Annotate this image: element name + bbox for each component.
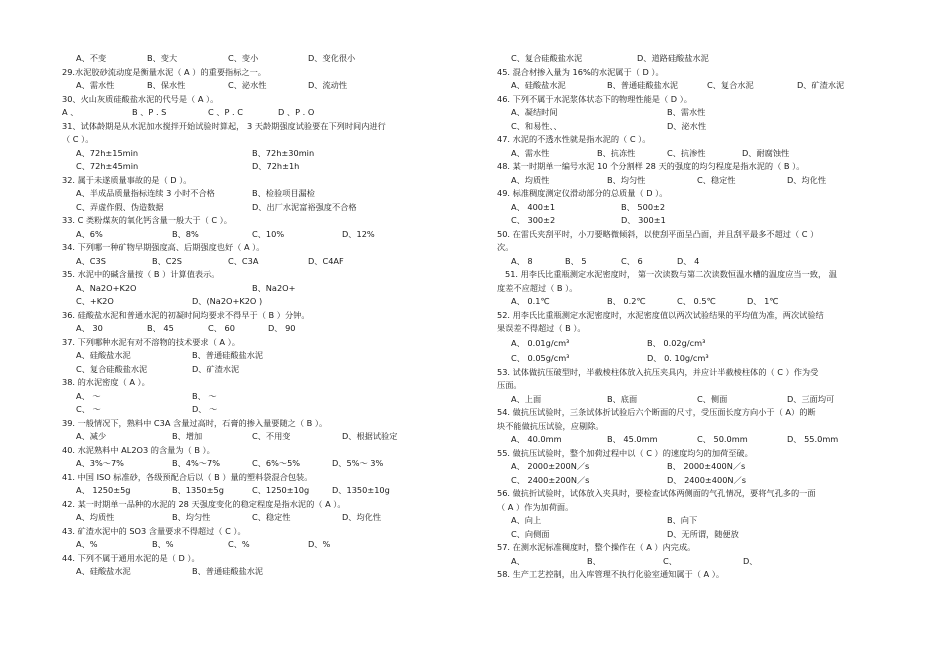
option-text: D、矿渣水泥 — [797, 80, 845, 90]
question-line — [497, 528, 892, 542]
option-text: C、复合水泥 — [707, 80, 754, 90]
question-line — [497, 160, 892, 174]
question-line — [497, 228, 892, 242]
question-line — [497, 52, 892, 66]
option-text: B、Na2O+ — [252, 282, 296, 293]
option-text: B、均匀性 — [172, 512, 211, 522]
question-line — [497, 460, 892, 474]
line-text: C、72h±45min — [76, 161, 139, 171]
line-text: （ C ）。 — [62, 134, 94, 144]
option-text: B、4%～7% — [172, 458, 220, 468]
option-text: D、 0. 10g/cm³ — [647, 352, 709, 363]
line-text: 50. 在雷氏夹刮平时，小刀要略微倾斜，以使刮平面呈凸面，并且刮平最多不超过（ C ） — [497, 228, 819, 239]
line-text: 35. 水泥中的碱含量按（ B ）计算值表示。 — [62, 269, 220, 279]
line-text: A、72h±15min — [76, 147, 139, 158]
question-line — [62, 363, 462, 377]
question-line — [62, 430, 462, 444]
line-text: 43. 矿渣水泥中的 SO3 含量要求不得超过（ C ）。 — [62, 525, 246, 536]
line-text: A、减少 — [76, 431, 107, 441]
question-line — [497, 255, 892, 269]
line-text: 33. C 类粉煤灰的氧化钙含量一般大于（ C ）。 — [62, 215, 232, 225]
option-text: B、均匀性 — [607, 174, 646, 185]
question-line — [62, 538, 462, 552]
option-text: B、变大 — [147, 53, 178, 63]
line-text: 36. 硅酸盐水泥和普通水泥的初凝时间均要求不得早于（ B ）分钟。 — [62, 309, 310, 320]
question-line — [497, 322, 892, 336]
question-line — [497, 487, 892, 501]
right-column — [497, 52, 892, 582]
question-line — [62, 471, 462, 485]
option-text: D、 1℃ — [747, 296, 779, 306]
question-line — [62, 268, 462, 282]
option-text: B、普通硅酸盐水泥 — [607, 80, 679, 90]
line-text: 29.水泥胶砂流动度是衡量水泥（ A ）的重要指标之一。 — [62, 66, 266, 77]
question-line — [62, 120, 462, 134]
line-text: A、硅酸盐水泥 — [76, 350, 131, 360]
line-text: A、 0.01g/cm³ — [511, 337, 570, 348]
option-text: D、 ～ — [192, 404, 218, 414]
question-line — [497, 336, 892, 351]
question-line — [62, 187, 462, 201]
question-line — [497, 541, 892, 555]
line-text: 42. 某一时期单一品种的水泥的 28 天强度变化的稳定程度是指水泥的（ A ）。 — [62, 498, 346, 509]
option-text: B、8% — [172, 228, 199, 239]
line-text: A、不变 — [76, 53, 107, 63]
question-line — [62, 214, 462, 228]
line-text: 40. 水泥熟料中 AL2O3 的含量为（ B ）。 — [62, 444, 215, 455]
option-text: C、1250±10g — [252, 485, 310, 495]
question-line — [497, 201, 892, 215]
question-line — [62, 457, 462, 471]
line-text: A、均质性 — [76, 512, 115, 522]
option-text: C、不用变 — [252, 431, 291, 441]
question-line — [497, 351, 892, 366]
option-text: B、向下 — [667, 515, 698, 525]
line-text: A、 30 — [76, 323, 103, 333]
option-text: B、普通硅酸盐水泥 — [192, 566, 264, 576]
question-line — [62, 552, 462, 566]
line-text: C、 2400±200N／s — [511, 474, 590, 485]
option-text: B、 500±2 — [621, 201, 666, 212]
line-text: 56. 做抗折试验时，试体放入夹具时，要检查试体两侧面的气孔情况，要将气孔多的一面 — [497, 488, 816, 498]
option-text: D、 4 — [677, 255, 700, 266]
option-text: B、抗冻性 — [597, 147, 636, 158]
option-text: C、稳定性 — [697, 174, 736, 185]
option-text: D、道路硅酸盐水泥 — [637, 53, 709, 63]
option-text: B、普通硅酸盐水泥 — [192, 350, 264, 360]
question-line — [497, 241, 892, 255]
question-line — [62, 565, 462, 579]
question-line — [497, 147, 892, 161]
option-text: D、72h±1h — [252, 161, 300, 171]
question-line — [62, 79, 462, 93]
question-line — [62, 390, 462, 404]
question-line — [62, 106, 462, 120]
option-text: D、 55.0mm — [787, 434, 839, 444]
line-text: A、均质性 — [511, 174, 550, 185]
option-text: C、% — [228, 539, 250, 549]
line-text: 44. 下列不属于通用水泥的是（ D ）。 — [62, 552, 200, 563]
option-text: D、变化很小 — [308, 53, 356, 63]
line-text: A、Na2O+K2O — [76, 282, 137, 293]
line-text: 37. 下列哪种水泥有对不溶物的技术要求（ A ）。 — [62, 336, 240, 347]
line-text: A、上面 — [511, 393, 542, 404]
question-line — [62, 511, 462, 525]
line-text: 51. 用李氏比重瓶测定水泥密度时， 第一次读数与第二次读数恒温水槽的温度应当一致， 温 — [505, 269, 837, 279]
question-line — [62, 52, 462, 66]
question-line — [62, 147, 462, 161]
option-text: D、% — [308, 539, 331, 549]
line-text: A、需水性 — [511, 147, 550, 158]
option-text: D、 — [743, 555, 758, 566]
line-text: A、半成品质量指标连续 3 小时不合格 — [76, 188, 215, 198]
question-line — [62, 160, 462, 174]
question-line — [497, 93, 892, 107]
option-text: C、变小 — [228, 53, 259, 63]
line-text: C、 0.05g/cm³ — [511, 352, 570, 363]
option-text: D、根据试验定 — [342, 431, 398, 441]
option-text: D、 2400±400N／s — [667, 474, 746, 485]
line-text: A、 40.0mm — [511, 434, 562, 444]
question-line — [62, 484, 462, 498]
line-text: A、凝结时间 — [511, 107, 558, 117]
option-text: D、耐腐蚀性 — [742, 147, 790, 158]
line-text: 47. 水泥的不透水性就是指水泥的（ C ）。 — [497, 134, 651, 144]
line-text: 39. 一般情况下，熟料中 C3A 含量过高时，石膏的掺入量要随之（ B ）。 — [62, 417, 328, 428]
question-line — [62, 66, 462, 80]
question-line — [497, 66, 892, 80]
line-text: 压面。 — [497, 380, 522, 390]
option-text: D、流动性 — [308, 80, 348, 90]
line-text: A、3%～7% — [76, 458, 124, 468]
option-text: B、% — [152, 539, 174, 549]
option-text: D、泌水性 — [667, 120, 707, 131]
question-line — [497, 555, 892, 569]
option-text: B 、P . S — [132, 107, 167, 117]
option-text: C、10% — [252, 228, 285, 239]
question-line — [497, 379, 892, 393]
line-text: A 、 — [62, 107, 79, 117]
option-text: C、 6 — [621, 255, 643, 266]
question-line — [62, 255, 462, 269]
question-line — [497, 393, 892, 407]
question-line — [62, 336, 462, 350]
option-text: D、出厂水泥富裕强度不合格 — [252, 201, 357, 212]
option-text: B、1350±5g — [172, 485, 224, 495]
question-line — [497, 474, 892, 488]
line-text: A、 0.1℃ — [511, 296, 550, 306]
line-text: A、需水性 — [76, 80, 115, 90]
option-text: B、保水性 — [147, 80, 186, 90]
line-text: 49. 标准稠度测定仪滑动部分的总质量（ D ）。 — [497, 188, 668, 198]
line-text: C、 300±2 — [511, 215, 556, 225]
line-text: A、% — [76, 539, 98, 549]
option-text: D、均化性 — [342, 512, 382, 522]
question-line — [497, 514, 892, 528]
option-text: C、侧面 — [697, 393, 728, 404]
question-line — [62, 201, 462, 215]
line-text: 32. 属于未遂质量事故的是（ D ）。 — [62, 174, 192, 185]
line-text: 31、试体龄期是从水泥加水搅拌开始试验时算起， 3 天龄期强度试验要在下列时间内进行 — [62, 120, 386, 131]
line-text: 38. 的水泥密度（ A ）。 — [62, 377, 150, 387]
question-line — [497, 282, 892, 296]
option-text: B、 2000±400N／s — [667, 461, 746, 471]
option-text: C、抗渗性 — [667, 147, 706, 158]
line-text: 54. 做抗压试验时，三条试体折试验后六个断面的尺寸，受压面长度方向小于（ A）的断 — [497, 407, 816, 417]
option-text: D、1350±10g — [332, 485, 390, 495]
line-text: A、 2000±200N／s — [511, 461, 590, 471]
line-text: 次。 — [497, 242, 514, 252]
option-text: D、 90 — [268, 323, 296, 333]
line-text: 55. 做抗压试验时，整个加荷过程中以（ C ）的速度均匀的加荷至破。 — [497, 447, 753, 458]
option-text: D、C4AF — [308, 255, 344, 266]
option-text: C 、P . C — [208, 107, 243, 117]
option-text: B、 5 — [565, 255, 587, 266]
question-line — [62, 417, 462, 431]
question-line — [62, 241, 462, 255]
option-text: C、 60 — [208, 323, 235, 333]
question-line — [62, 93, 462, 107]
line-text: C、+K2O — [76, 296, 114, 306]
question-line — [62, 349, 462, 363]
option-text: B、 45.0mm — [607, 434, 658, 444]
line-text: 48. 某一时期单一编号水泥 10 个分割样 28 天的强度的均匀程度是指水泥的（ B ）。 — [497, 161, 805, 171]
option-text: C、稳定性 — [252, 512, 291, 522]
question-line — [62, 376, 462, 390]
option-text: D、5%～ 3% — [332, 458, 384, 468]
line-text: 58. 生产工艺控制，出入库管理不执行化验室通知属于（ A ）。 — [497, 569, 725, 579]
line-text: A、硅酸盐水泥 — [511, 80, 566, 90]
question-line — [62, 444, 462, 458]
option-text: C、 0.5℃ — [677, 296, 716, 306]
question-line — [497, 79, 892, 93]
question-line — [497, 447, 892, 461]
option-text: C、 — [663, 555, 677, 566]
option-text: B、 ～ — [192, 390, 217, 401]
line-text: 45. 混合材掺入量为 16%的水泥属于（ D ）。 — [497, 66, 664, 77]
question-line — [497, 568, 892, 582]
line-text: A、向上 — [511, 515, 542, 525]
line-text: A、 8 — [511, 255, 533, 266]
left-column — [62, 52, 462, 579]
question-line — [497, 268, 892, 282]
line-text: 41. 中国 ISO 标准砂，各级预配合后以（ B ）量的塑料袋混合包装。 — [62, 471, 313, 482]
line-text: C、和易性、、 — [511, 120, 562, 131]
line-text: 块不能做抗压试验，应剔除。 — [497, 420, 604, 431]
question-line — [497, 133, 892, 147]
line-text: 度差不应超过（ B ）。 — [497, 282, 578, 293]
line-text: A、C3S — [76, 255, 106, 266]
option-text: B、需水性 — [667, 107, 706, 117]
question-line — [497, 309, 892, 323]
option-text: C、泌水性 — [228, 80, 267, 90]
option-text: D、12% — [342, 228, 375, 239]
line-text: A、 400±1 — [511, 201, 556, 212]
line-text: A、 — [511, 555, 525, 566]
option-text: C、C3A — [228, 255, 259, 266]
option-text: B、72h±30min — [252, 147, 315, 158]
line-text: 46. 下列不属于水泥浆体状态下的物理性能是（ D ）。 — [497, 93, 692, 104]
question-line — [62, 295, 462, 309]
question-line — [62, 309, 462, 323]
question-line — [497, 174, 892, 188]
option-text: D、矿渣水泥 — [192, 363, 240, 374]
option-text: D、(Na2O+K2O ) — [192, 296, 263, 306]
line-text: C、弄虚作假、伪造数据 — [76, 201, 164, 212]
option-text: D 、P . O — [278, 107, 315, 117]
question-line — [497, 433, 892, 447]
line-text: C、 ～ — [76, 404, 101, 414]
question-line — [497, 501, 892, 515]
question-line — [497, 406, 892, 420]
question-line — [62, 322, 462, 336]
option-text: B、增加 — [172, 431, 203, 441]
question-line — [62, 403, 462, 417]
line-text: C、向侧面 — [511, 528, 550, 539]
question-line — [62, 133, 462, 147]
option-text: D、无所谓，随便放 — [667, 528, 739, 539]
option-text: C、6%～5% — [252, 458, 301, 468]
option-text: B、 45 — [147, 323, 174, 333]
question-line — [62, 174, 462, 188]
question-line — [62, 498, 462, 512]
question-line — [497, 214, 892, 228]
question-line — [497, 366, 892, 380]
line-text: 52. 用李氏比重瓶测定水泥密度时，水泥密度值以两次试验结果的平均值为准，两次试验结 — [497, 309, 824, 320]
option-text: B、C2S — [152, 255, 182, 266]
line-text: A、6% — [76, 228, 103, 239]
option-text: C、 50.0mm — [697, 434, 748, 444]
option-text: D、均化性 — [787, 174, 827, 185]
question-line — [497, 120, 892, 134]
question-line — [62, 525, 462, 539]
question-line — [497, 187, 892, 201]
question-line — [497, 106, 892, 120]
line-text: （ A ）作为加荷面。 — [497, 501, 574, 512]
line-text: A、 1250±5g — [76, 485, 131, 495]
line-text: 53. 试体做抗压破型时，半截棱柱体放入抗压夹具内，并应计半截棱柱体的（ C ）作为受 — [497, 366, 819, 377]
option-text: B、底面 — [607, 393, 638, 404]
line-text: 57. 在测水泥标准稠度时，整个操作在（ A ）内完成。 — [497, 542, 696, 552]
option-text: B、 0.2℃ — [607, 296, 646, 306]
option-text: D、三面均可 — [787, 393, 835, 404]
question-line — [497, 420, 892, 434]
question-line — [497, 295, 892, 309]
line-text: 30、火山灰质硅酸盐水泥的代号是（ A ）。 — [62, 93, 219, 104]
question-line — [62, 282, 462, 296]
line-text: 果误差不得超过（ B ）。 — [497, 323, 586, 333]
question-line — [62, 228, 462, 242]
line-text: A、 ～ — [76, 390, 101, 401]
option-text: B、检验项目漏检 — [252, 188, 315, 198]
option-text: D、 300±1 — [621, 215, 666, 225]
line-text: 34. 下列哪一种矿物早期强度高、后期强度也好（ A ）。 — [62, 242, 265, 252]
option-text: B、 — [587, 555, 601, 566]
line-text: A、硅酸盐水泥 — [76, 566, 131, 576]
line-text: C、复合硅酸盐水泥 — [511, 53, 583, 63]
option-text: B、 0.02g/cm³ — [647, 337, 706, 348]
line-text: C、复合硅酸盐水泥 — [76, 363, 148, 374]
